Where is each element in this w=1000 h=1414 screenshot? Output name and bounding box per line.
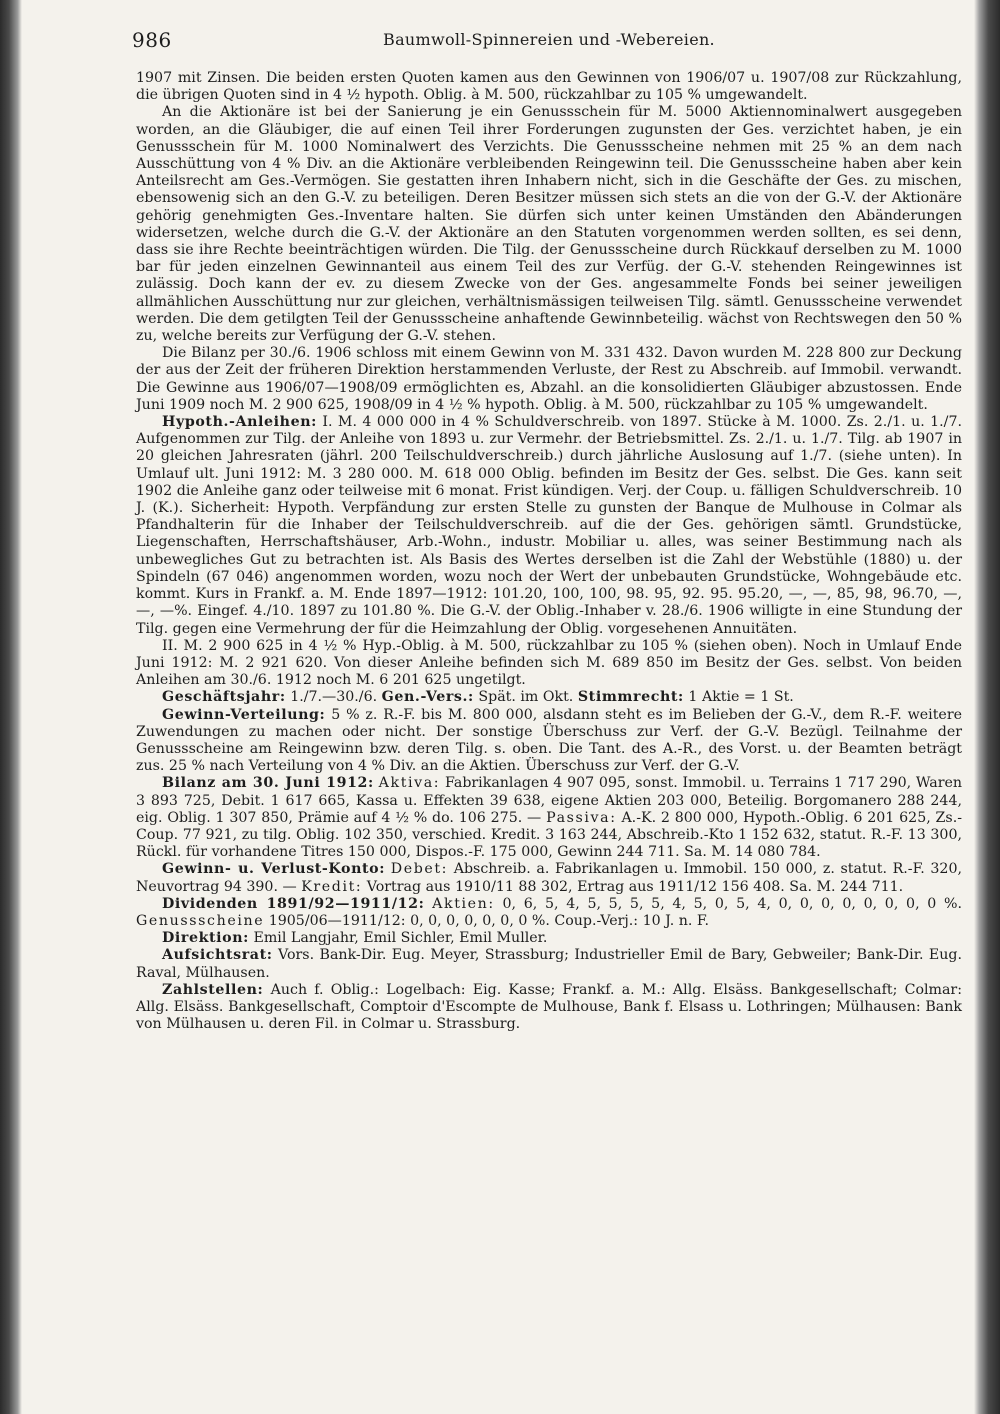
- gewinn-verlust-label: Gewinn- u. Verlust-Konto:: [162, 861, 386, 878]
- geschaeftsjahr-text: 1./7.—30./6.: [290, 689, 378, 706]
- direktion-text: Emil Langjahr, Emil Sichler, Emil Muller.: [253, 930, 548, 947]
- zahlstellen-label: Zahlstellen:: [162, 981, 264, 998]
- dividenden-aktien-label: Aktien:: [432, 895, 495, 912]
- dividenden-aktien-text: 0, 6, 5, 4, 5, 5, 5, 5, 4, 5, 0, 5, 4, 0, 0, 0, 0, 0, 0, 0, 0 %.: [502, 895, 963, 912]
- document-page: [132, 26, 963, 1033]
- dividenden-label: Dividenden 1891/92—1911/12:: [162, 895, 425, 912]
- geschaeftsjahr-label: Geschäftsjahr:: [162, 689, 286, 706]
- dividenden-genuss-label: Genussscheine: [136, 912, 265, 929]
- aufsichtsrat-label: Aufsichtsrat:: [162, 947, 273, 964]
- hypoth-anleihen-label: Hypoth.-Anleihen:: [162, 414, 317, 431]
- scan-edge-right: [974, 0, 1000, 1414]
- gen-vers-text: Spät. im Okt.: [478, 689, 574, 706]
- dividenden-genuss-text: 1905/06—1911/12: 0, 0, 0, 0, 0, 0, 0 %. Coup.-Verj.: 10 J. n. F.: [268, 912, 710, 929]
- section-aufsichtsrat: [136, 947, 962, 981]
- page-header: [132, 26, 962, 60]
- section-bilanz-1912: [136, 775, 962, 861]
- page-number: 986: [132, 28, 172, 52]
- hypoth-anleihen-text: I. M. 4 000 000 in 4 % Schuldverschreib. von 1897. Stücke à M. 1000. Zs. 2./1. u. 1./7. Aufgenommen zur Tilg. der Anleihe von 1893 u. zur Vermehr. der Betriebsmittel. Zs. 2./1. u. 1./7. Tilg. ab 1907 in 20 gleichen Jahresraten (jährl. 200 Teilschuldverschreib.) durch jährliche Auslosung auf 1./7. (siehe unten). In Umlauf ult. Juni 1912: M. 3 280 000. M. 618 000 Oblig. befinden im Besitz der Ges. selbst. Die Ges. kann seit 1902 die Anleihe ganz oder teilweise mit 6 monat. Frist kündigen. Verj. der Coup. u. fälligen Schuldverschreib. 10 J. (K.). Sicherheit: Hypoth. Verpfändung zur ersten Stelle zu gunsten der Banque de Mulhouse in Colmar als Pfandhalterin für die Inhaber der Teilschuldverschreib. auf die der Ges. gehörigen sämtl. Grundstücke, Liegenschaften, Herrschaftshäuser, Arb.-Wohn., industr. Mobiliar u. alles, was seiner Bestimmung nach als unbewegliches Gut zu betrachten ist. Als Basis des Wertes derselben ist die Zahl der Webstühle (1880) u. der Spindeln (67 046) angenommen worden, wozu noch der Wert der unbebauten Grundstücke, Wohngebäude etc. kommt. Kurs in Frankf. a. M. Ende 1897—1912: 101.20, 100, 100, 98. 95, 92. 95. 95.20, —, —, 85, 98, 96.70, —, —, —%. Eingef. 4./10. 1897 zu 101.80 %. Die G.-V. der Oblig.-Inhaber v. 28./6. 1906 willigte in eine Stundung der Tilg. gegen eine Vermehrung der für die Heimzahlung der Oblig. vorgesehenen Annuitäten.: [136, 414, 962, 637]
- bilanz-passiva-text: A.-K. 2 800 000, Hypoth.-Oblig. 6 201 625, Zs.-Coup. 77 921, zu tilg. Oblig. 102 350, verschied. Kredit. 3 163 244, Abschreib.-Kto 1 152 632, statut. R.-F. 13 300, Rückl. für vorhandene Titres 150 000, Dispos.-F. 175 000, Gewinn 244 711. Sa. M. 14 080 784.: [136, 809, 963, 861]
- paragraph-intro: 1907 mit Zinsen. Die beiden ersten Quoten kamen aus den Gewinnen von 1906/07 u. 1907/08 zur Rückzahlung, die übrigen Quoten sind in 4 ½ hypoth. Oblig. à M. 500, rückzahlbar zu 105 % umgewandelt.: [136, 70, 962, 104]
- gewinn-verteilung-text: 5 % z. R.-F. bis M. 800 000, alsdann steht es im Belieben der G.-V., dem R.-F. weitere Zuwendungen zu machen oder nicht. Der sonstige Überschuss zur Verf. der G.-V. Bezügl. Teilnahme der Genussscheine am Reingewinn bzw. deren Tilg. s. oben. Die Tant. des A.-R., des Vorst. u. der Beamten beträgt zus. 25 % nach Verteilung von 4 % Div. an die Aktien. Überschuss zur Verf. der G.-V.: [136, 706, 962, 775]
- guv-debet-text: Abschreib. a. Fabrikanlagen u. Immobil. 150 000, z. statut. R.-F. 320, Neuvortrag 94 390. —: [136, 861, 962, 895]
- section-gewinn-verlust: [136, 861, 962, 895]
- section-gewinn-verteilung: [136, 707, 962, 776]
- bilanz-aktiva-label: Aktiva:: [378, 775, 441, 792]
- bilanz-passiva-label: Passiva:: [546, 809, 617, 826]
- stimmrecht-label: Stimmrecht:: [577, 689, 684, 706]
- paragraph-anleihe-ii: II. M. 2 900 625 in 4 ½ % Hyp.-Oblig. à M. 500, rückzahlbar zu 105 % (siehen oben). Noch in Umlauf Ende Juni 1912: M. 2 921 620. Von dieser Anleihe befinden sich M. 689 850 im Besitz der Ges. selbst. Von beiden Anleihen am 30./6. 1912 noch M. 6 201 625 ungetilgt.: [136, 637, 962, 689]
- paragraph-genussscheine: An die Aktionäre ist bei der Sanierung je ein Genussschein für M. 5000 Aktiennominalwert ausgegeben worden, an die Gläubiger, die auf einen Teil ihrer Forderungen zugunsten der Ges. verzichtet haben, je ein Genussschein für M. 1000 Nominalwert des Verzichts. Die Genussscheine nehmen mit 25 % an dem nach Ausschüttung von 4 % Div. an die Aktionäre verbleibenden Reingewinn teil. Die Genussscheine haben aber kein Anteilsrecht am Ges.-Vermögen. Sie gestatten ihren Inhabern nicht, sich in die Geschäfte der Ges. zu mischen, ebensowenig sich an den G.-V. zu beteiligen. Deren Besitzer müssen sich stets an die von der G.-V. der Aktionäre gehörig genehmigten Ges.-Inventare halten. Sie dürfen sich unter keinen Umständen den Abänderungen widersetzen, welche durch die G.-V. der Aktionäre an den Statuten vorgenommen werden sollten, es sei denn, dass sie ihre Rechte beeinträchtigen würden. Die Tilg. der Genussscheine durch Rückkauf derselben zu M. 1000 bar für jeden einzelnen Gewinnanteil aus einem Teil des zur Verfüg. der G.-V. stehenden Reingewinnes ist zulässig. Doch kann der ev. zu diesem Zwecke von der Ges. angesammelte Fonds bei seiner jeweiligen allmählichen Ausschüttung nur zur gleichen, verhältnismässigen teilweisen Tilg. sämtl. Genussscheine verwendet werden. Die dem getilgten Teil der Genussscheine anhaftende Gewinnbeteilig. wächst von Rechtswegen den 50 % zu, welche bereits zur Verfügung der G.-V. stehen.: [136, 104, 962, 345]
- aufsichtsrat-text: Vors. Bank-Dir. Eug. Meyer, Strassburg; Industrieller Emil de Bary, Gebweiler; Bank-Dir. Eug. Raval, Mülhausen.: [136, 947, 962, 981]
- page-body: [136, 70, 962, 1033]
- section-dividenden: [136, 896, 962, 930]
- gewinn-verteilung-label: Gewinn-Verteilung:: [162, 706, 326, 723]
- gen-vers-label: Gen.-Vers.:: [381, 689, 474, 706]
- zahlstellen-text: Auch f. Oblig.: Logelbach: Eig. Kasse; Frankf. a. M.: Allg. Elsäss. Bankgesellschaft; Colmar: Allg. Elsäss. Bankgesellschaft, Comptoir d'Escompte de Mulhouse, Bank f. Elsass u. Lothringen; Mülhausen: Bank von Mülhausen u. deren Fil. in Colmar u. Strassburg.: [136, 981, 962, 1033]
- section-hypoth-anleihen: [136, 414, 962, 638]
- stimmrecht-text: 1 Aktie = 1 St.: [688, 689, 794, 706]
- direktion-label: Direktion:: [162, 930, 249, 947]
- guv-kredit-text: Vortrag aus 1910/11 88 302, Ertrag aus 1911/12 156 408. Sa. M. 244 711.: [366, 878, 904, 895]
- paragraph-bilanz-1906: Die Bilanz per 30./6. 1906 schloss mit einem Gewinn von M. 331 432. Davon wurden M. 228 800 zur Deckung der aus der Zeit der früheren Direktion herstammenden Verluste, der Rest zu Abschreib. auf Immobil. verwandt. Die Gewinne aus 1906/07—1908/09 ermöglichten es, Abzahl. an die konsolidierten Gläubiger abzustossen. Ende Juni 1909 noch M. 2 900 625, 1908/09 in 4 ½ % hypoth. Oblig. à M. 500, rückzahlbar zu 105 % umgewandelt.: [136, 345, 962, 413]
- section-geschaeftsjahr: [136, 689, 962, 706]
- scan-edge-left: [0, 0, 22, 1414]
- bilanz-label: Bilanz am 30. Juni 1912:: [162, 775, 374, 792]
- running-title: Baumwoll-Spinnereien und -Webereien.: [383, 30, 715, 49]
- guv-kredit-label: Kredit:: [301, 878, 363, 895]
- section-direktion: [136, 930, 962, 947]
- guv-debet-label: Debet:: [390, 861, 449, 878]
- bilanz-aktiva-text: Fabrikanlagen 4 907 095, sonst. Immobil. u. Terrains 1 717 290, Waren 3 893 725, Debit. 1 617 665, Kassa u. Effekten 39 638, eigene Aktien 203 000, Beteilig. Borgomanero 288 244, eig. Oblig. 1 307 850, Prämie auf 4 ½ % do. 106 275. —: [136, 775, 963, 826]
- section-zahlstellen: [136, 982, 962, 1034]
